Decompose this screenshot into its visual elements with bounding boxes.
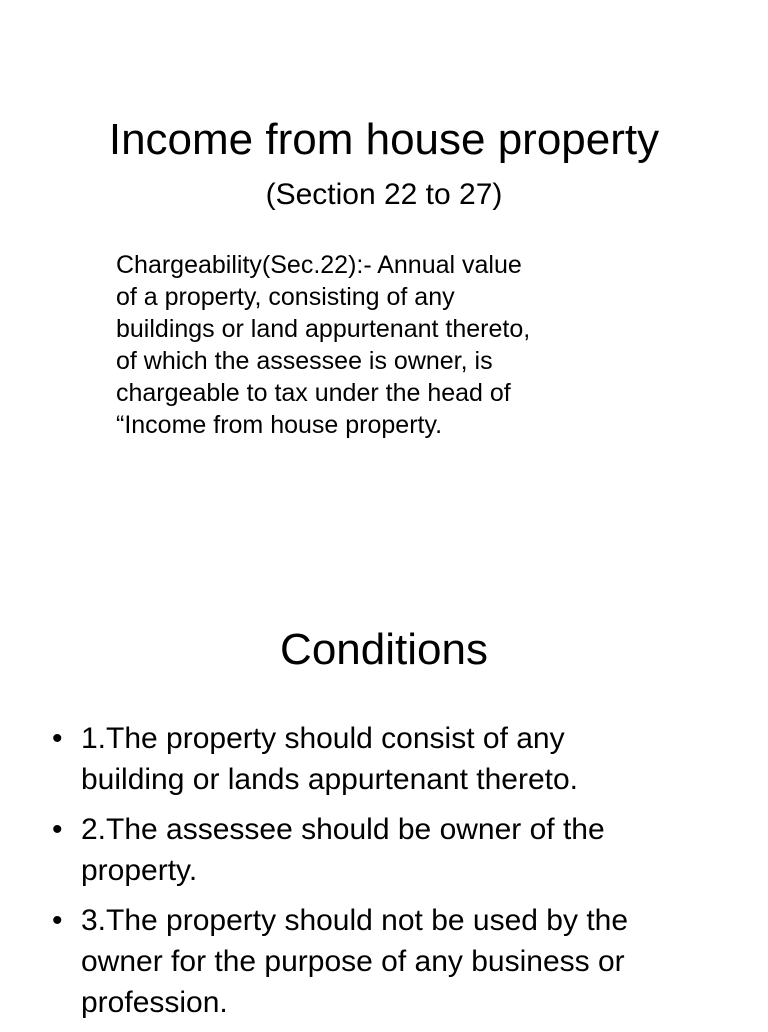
slide-title: Conditions (280, 625, 488, 674)
list-item-line: 2.The assessee should be owner of the (81, 813, 605, 846)
paragraph-line: of a property, consisting of any (116, 283, 455, 311)
bullet-icon: • (52, 904, 63, 937)
paragraph-line: Chargeability(Sec.22):- Annual value (116, 251, 522, 279)
list-item-line: 3.The property should not be used by the (81, 904, 629, 937)
list-item-line: profession. (81, 986, 228, 1019)
paragraph-line: “Income from house property. (116, 411, 443, 439)
chargeability-paragraph (116, 249, 636, 441)
list-item (52, 900, 752, 1023)
paragraph-line: of which the assessee is owner, is (116, 347, 493, 375)
list-item-line: building or lands appurtenant thereto. (81, 763, 579, 796)
paragraph-line: chargeable to tax under the head of (116, 379, 511, 407)
slide-title: Income from house property (108, 115, 660, 164)
slide-subtitle: (Section 22 to 27) (265, 178, 503, 211)
conditions-list (52, 718, 752, 1032)
list-item (52, 718, 752, 800)
list-item (52, 809, 752, 891)
list-item-line: property. (81, 854, 198, 887)
slide-conditions (0, 560, 768, 1024)
paragraph-line: buildings or land appurtenant thereto, (116, 315, 531, 343)
bullet-icon: • (52, 722, 63, 755)
list-item-line: owner for the purpose of any business or (81, 945, 625, 978)
bullet-icon: • (52, 813, 63, 846)
list-item-line: 1.The property should consist of any (81, 722, 565, 755)
